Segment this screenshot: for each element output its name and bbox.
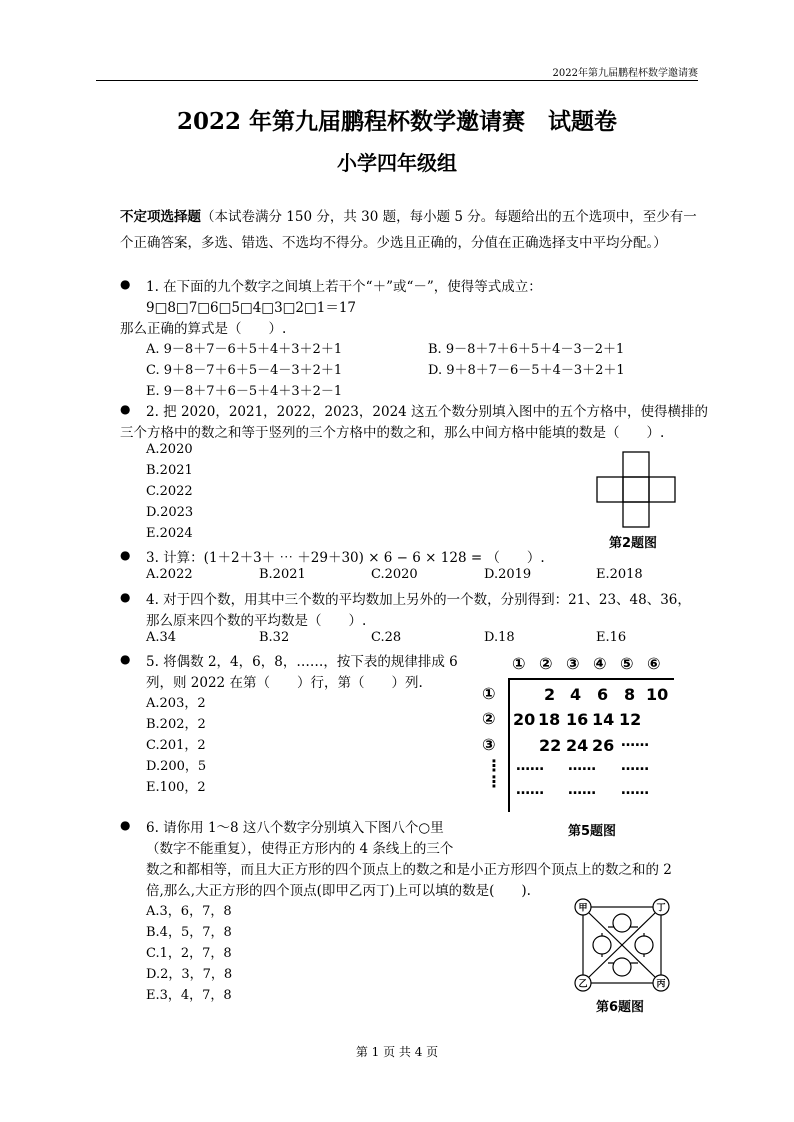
- inner-circle: [593, 936, 611, 954]
- q5-dots: ……: [621, 758, 649, 774]
- instructions-line1: [120, 205, 697, 225]
- q5-option-b: B.202，2: [146, 717, 206, 732]
- q4-option-e: E.16: [596, 630, 627, 645]
- q5-cell: 18: [538, 710, 561, 729]
- instructions-text1: （本试卷满分 150 分，共 30 题，每小题 5 分。每题给出的五个选项中，至少有一: [201, 209, 697, 225]
- q3-option-a: A.2022: [146, 567, 193, 582]
- bullet-q2: ●: [120, 402, 131, 416]
- q2-caption: 第2题图: [609, 536, 658, 551]
- inner-circle: [613, 958, 631, 976]
- q1-option-c: C. 9＋8－7＋6＋5－4－3＋2＋1: [146, 363, 343, 378]
- q5-cell: 22: [539, 736, 562, 755]
- page-footer: 第 1 页 共 4 页: [355, 1045, 439, 1059]
- q5-cell: 6: [597, 685, 609, 704]
- q5-cell: 24: [566, 736, 589, 755]
- q1-line1: 1. 在下面的九个数字之间填上若干个“＋”或“－”，使得等式成立：: [146, 279, 542, 295]
- q5-col-header-1: ①: [512, 654, 526, 673]
- q4-option-d: D.18: [484, 630, 515, 645]
- q5-option-d: D.200，5: [146, 759, 207, 774]
- q5-vdots-1: ⋮: [486, 756, 502, 775]
- q5-dots: ……: [568, 782, 596, 798]
- q6-option-e: E.3，4，7，8: [146, 988, 232, 1003]
- q5-col-header-6: ⑥: [647, 654, 661, 673]
- q6-line2: （数字不能重复），使得正方形内的 4 条线上的三个: [146, 841, 454, 857]
- q6-option-a: A.3，6，7，8: [146, 904, 232, 919]
- bullet-q5: ●: [120, 652, 131, 666]
- q5-cell: 2: [544, 685, 556, 704]
- q3-option-d: D.2019: [484, 567, 532, 582]
- q5-cell: 14: [592, 710, 615, 729]
- q2-option-a: A.2020: [146, 442, 193, 457]
- label-bing: 丙: [656, 979, 666, 990]
- q5-vdots-2: ⋮: [486, 772, 502, 791]
- q1-option-b: B. 9－8＋7＋6＋5＋4－3－2＋1: [428, 342, 625, 357]
- q5-option-e: E.100，2: [146, 780, 206, 795]
- header-rule: [96, 80, 698, 81]
- q5-line1: 5. 将偶数 2，4，6，8，……，按下表的规律排成 6: [146, 654, 458, 670]
- q2-line1: 2. 把 2020，2021，2022，2023，2024 这五个数分别填入图中的五个方格中，使得横排的: [146, 404, 709, 420]
- q5-col-header-2: ②: [539, 654, 553, 673]
- q5-cell: 26: [592, 736, 615, 755]
- q5-cell: ……: [621, 734, 649, 750]
- q5-col-header-3: ③: [566, 654, 580, 673]
- q2-line2: 三个方格中的数之和等于竖列的三个方格中的数之和，那么中间方格中能填的数是（ ）.: [120, 425, 665, 441]
- q3-option-b: B.2021: [259, 567, 306, 582]
- q6-option-b: B.4，5，7，8: [146, 925, 232, 940]
- q4-option-c: C.28: [371, 630, 402, 645]
- q5-dots: ……: [621, 782, 649, 798]
- q4-option-a: A.34: [146, 630, 177, 645]
- cross-bottom-cell: [623, 502, 649, 527]
- q1-option-d: D. 9＋8＋7－6－5＋4－3＋2＋1: [428, 363, 625, 378]
- q5-row-header-1: ①: [482, 684, 496, 703]
- q5-dots: ……: [516, 782, 544, 798]
- q4-line2: 那么原来四个数的平均数是（ ）.: [146, 613, 367, 629]
- q6-caption: 第6题图: [596, 1000, 645, 1015]
- cross-right-cell: [649, 477, 675, 502]
- q1-line3: 那么正确的算式是（ ）.: [120, 321, 287, 337]
- page-title: 2022 年第九届鹏程杯数学邀请赛 试题卷: [176, 108, 618, 135]
- q6-line1: 6. 请你用 1～8 这八个数字分别填入下图八个○里: [146, 820, 444, 836]
- label-ding: 丁: [656, 903, 666, 914]
- q5-row-header-2: ②: [482, 709, 496, 728]
- q5-option-c: C.201，2: [146, 738, 206, 753]
- q5-cell: 12: [619, 710, 642, 729]
- q6-option-c: C.1，2，7，8: [146, 946, 232, 961]
- q2-option-d: D.2023: [146, 505, 194, 520]
- q1-option-a: A. 9－8＋7－6＋5＋4＋3＋2＋1: [146, 342, 343, 357]
- q5-cell: 16: [566, 710, 589, 729]
- q5-table-figure: [478, 652, 678, 814]
- q5-dots: ……: [516, 758, 544, 774]
- label-yi: 乙: [578, 979, 588, 990]
- q3-option-e: E.2018: [596, 567, 643, 582]
- q5-cell: 4: [570, 685, 582, 704]
- inner-circle: [613, 914, 631, 932]
- q4-option-b: B.32: [259, 630, 290, 645]
- q5-row-header-3: ③: [482, 735, 496, 754]
- q5-line2: 列，则 2022 在第（ ）行，第（ ）列.: [146, 675, 423, 691]
- q1-option-e: E. 9－8＋7＋6－5＋4＋3＋2－1: [146, 384, 343, 399]
- q2-option-e: E.2024: [146, 526, 193, 541]
- instructions-label: 不定项选择题: [120, 209, 201, 225]
- q2-option-b: B.2021: [146, 463, 193, 478]
- q5-cell: 20: [513, 710, 536, 729]
- q2-cross-figure: [594, 451, 678, 531]
- cross-center-cell: [623, 477, 649, 502]
- q4-line1: 4. 对于四个数，用其中三个数的平均数加上另外的一个数，分别得到：21、23、48、36，: [146, 592, 691, 608]
- q5-cell: 8: [624, 685, 636, 704]
- inner-circle: [635, 936, 653, 954]
- q6-option-d: D.2，3，7，8: [146, 967, 233, 982]
- bullet-q1: ●: [120, 277, 131, 291]
- q1-line2: 9□8□7□6□5□4□3□2□1＝17: [146, 300, 357, 316]
- q5-table-hline: [508, 678, 674, 680]
- q5-table-vline: [508, 678, 510, 812]
- q3-line1: 3. 计算：(1＋2＋3＋ ⋯ ＋29＋30) × 6 − 6 × 128 = （ ）.: [146, 550, 545, 566]
- q5-cell: 10: [646, 685, 669, 704]
- bullet-q4: ●: [120, 590, 131, 604]
- q6-square-figure: [568, 895, 678, 995]
- running-header: 2022年第九届鹏程杯数学邀请赛: [552, 68, 698, 79]
- label-jia: 甲: [578, 903, 588, 914]
- bullet-q3: ●: [120, 548, 131, 562]
- cross-top-cell: [623, 452, 649, 477]
- q2-option-c: C.2022: [146, 484, 193, 499]
- q5-caption: 第5题图: [568, 824, 617, 839]
- q3-option-c: C.2020: [371, 567, 418, 582]
- page-subtitle: 小学四年级组: [337, 151, 457, 175]
- instructions-line2: 个正确答案，多选、错选、不选均不得分。少选且正确的，分值在正确选择支中平均分配。）: [120, 235, 667, 251]
- q6-line4: 倍,那么,大正方形的四个顶点(即甲乙丙丁)上可以填的数是( ).: [146, 883, 531, 899]
- q5-col-header-5: ⑤: [620, 654, 634, 673]
- q6-line3: 数之和都相等，而且大正方形的四个顶点上的数之和是小正方形四个顶点上的数之和的 2: [146, 862, 672, 878]
- q5-dots: ……: [568, 758, 596, 774]
- bullet-q6: ●: [120, 818, 131, 832]
- q5-col-header-4: ④: [593, 654, 607, 673]
- cross-left-cell: [597, 477, 623, 502]
- q5-option-a: A.203，2: [146, 696, 206, 711]
